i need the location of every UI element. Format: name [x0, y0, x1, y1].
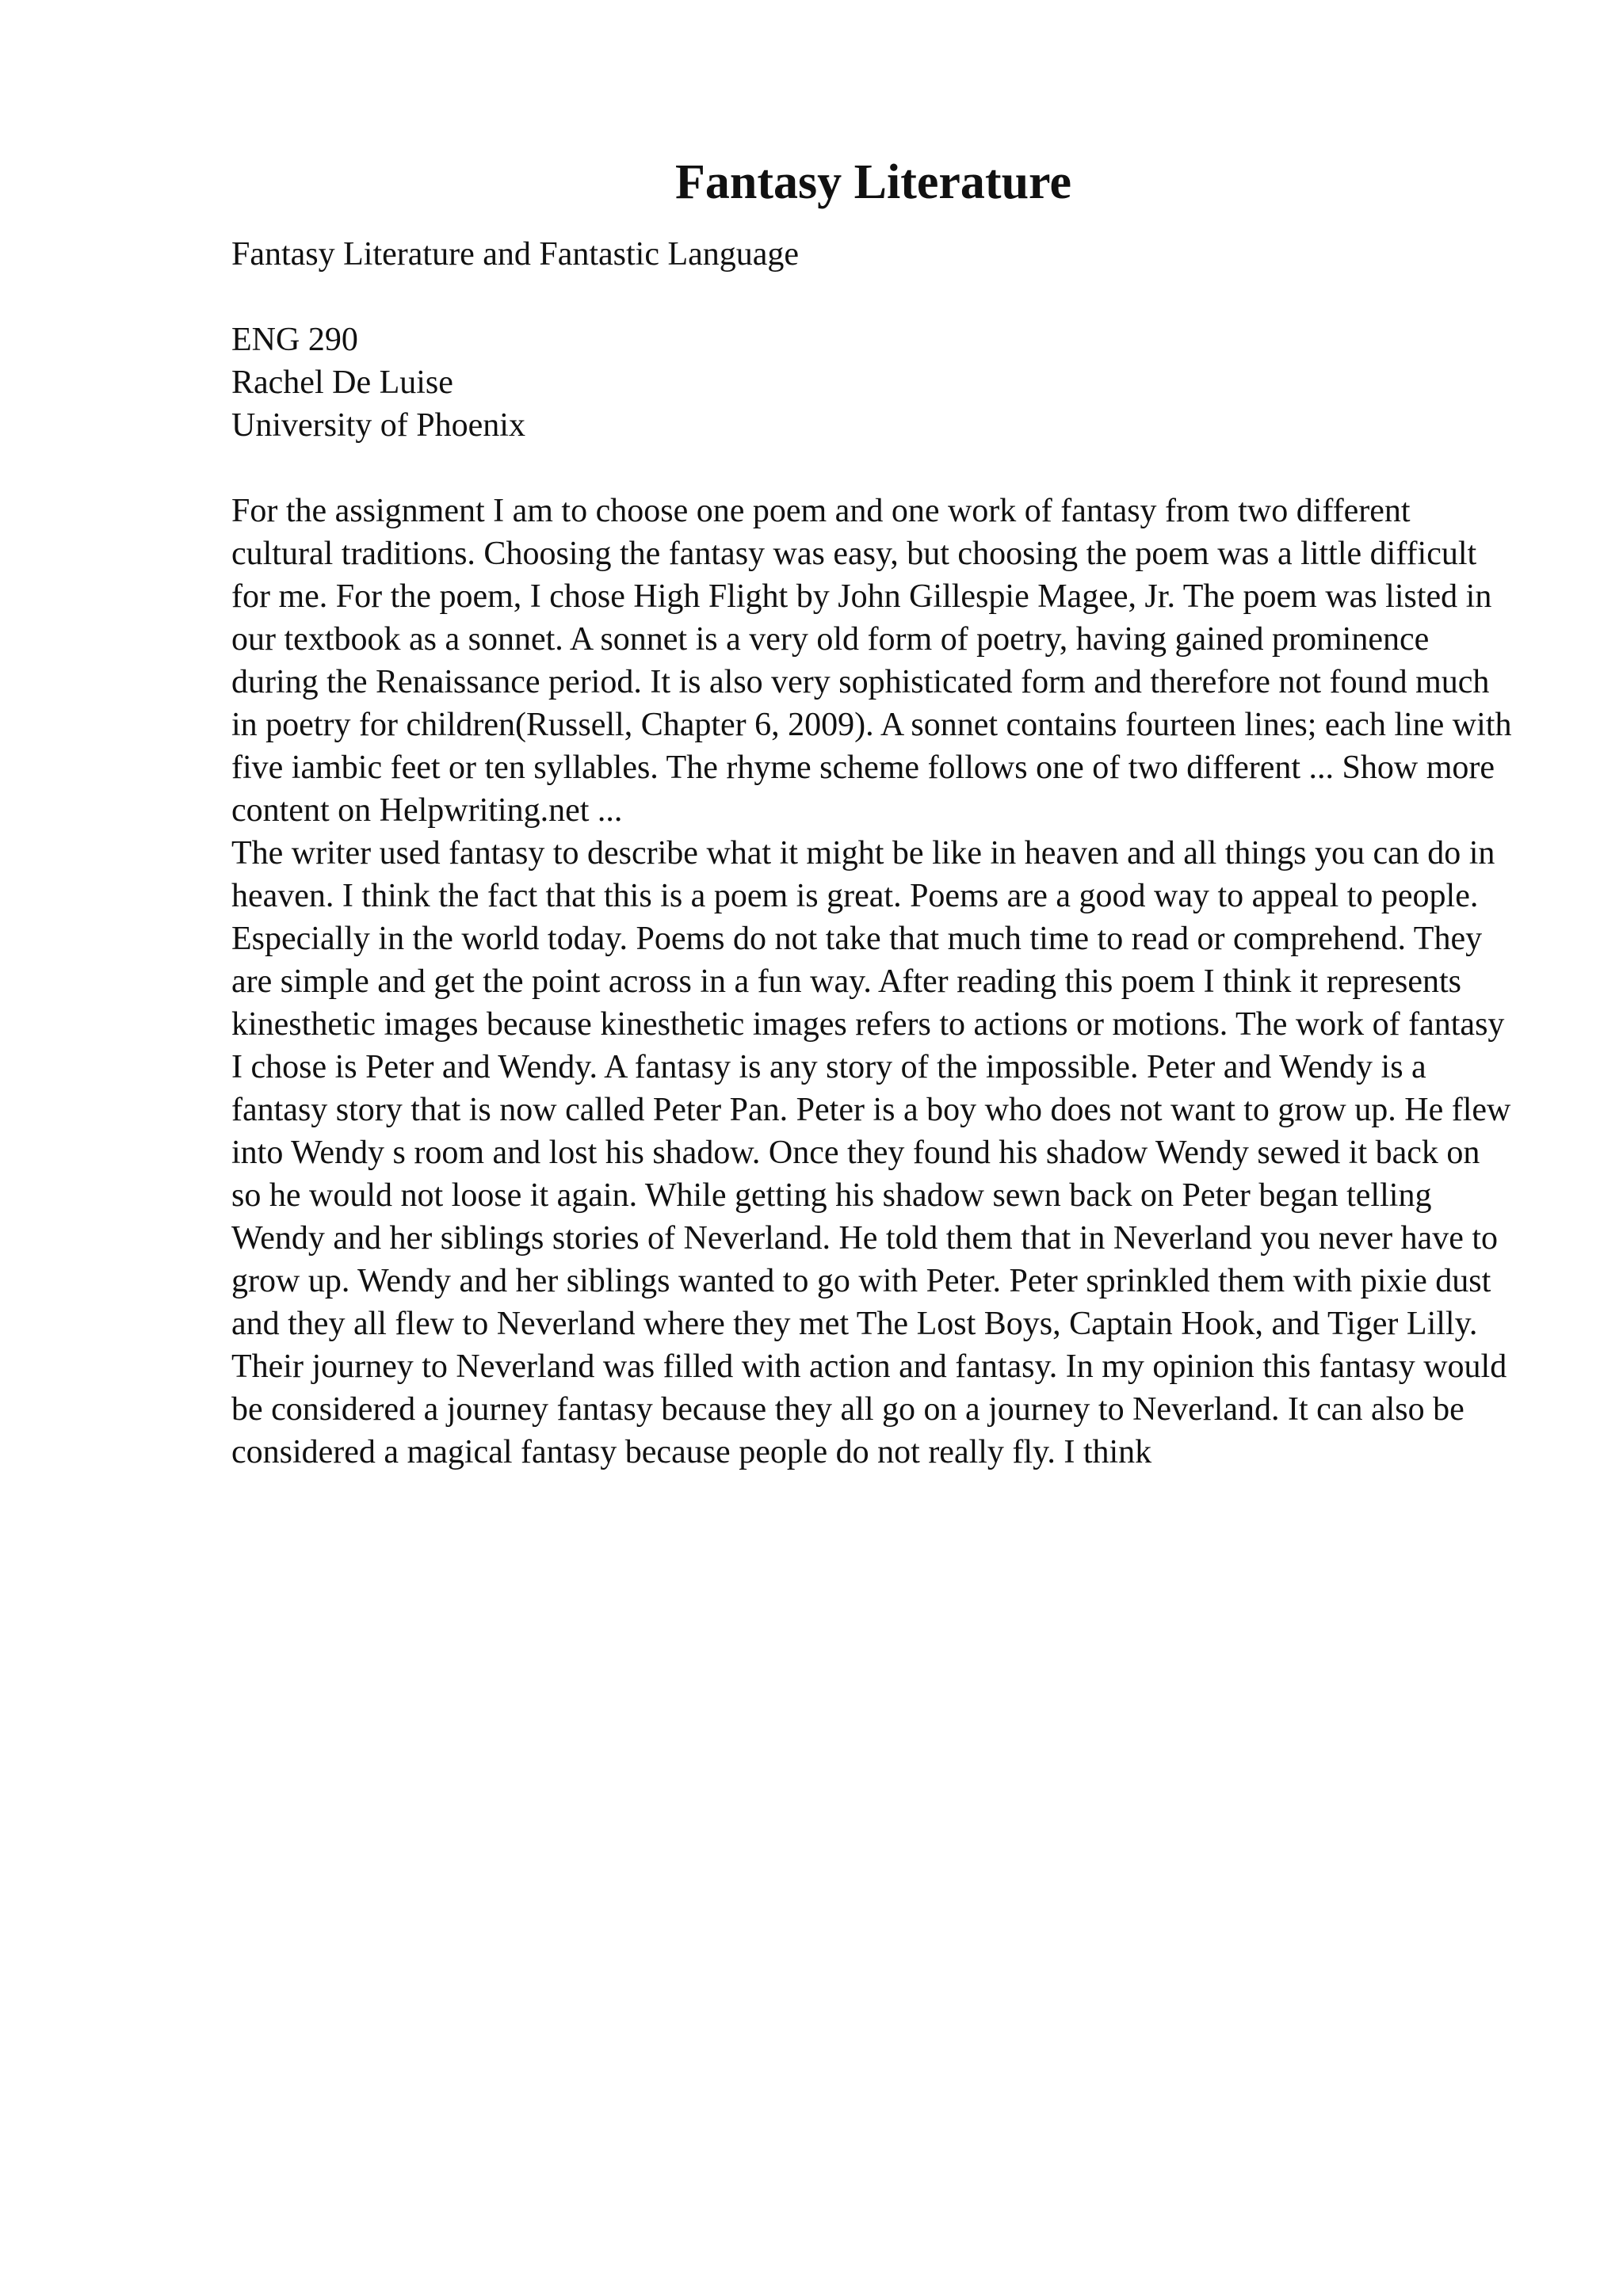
document-content — [231, 151, 1515, 1474]
paragraph-1: For the assignment I am to choose one poem and one work of fantasy from two different cultural traditions. Choosing the fantasy was easy, but choosing the poem was a little difficult for me. For the poem, I chose High Flight by John Gillespie Magee, Jr. The poem was listed in our textbook as a sonnet. A sonnet is a very old form of poetry, having gained prominence during the Renaissance period. It is also very sophisticated form and therefore not found much in poetry for children(Russell, Chapter 6, 2009). A sonnet contains fourteen lines; each line with five iambic feet or ten syllables. The rhyme scheme follows one of two different ... Show more content on Helpwriting.net ... — [231, 493, 1512, 829]
document-subtitle: Fantasy Literature and Fantastic Language — [231, 236, 800, 273]
paragraph-2: The writer used fantasy to describe what it might be like in heaven and all things you can do in heaven. I think the fact that this is a poem is great. Poems are a good way to appeal to people. Especially in the world today. Poems do not take that much time to read or comprehend. They are simple and get the point across in a fun way. After reading this poem I think it represents kinesthetic images because kinesthetic images refers to actions or motions. The work of fantasy I chose is Peter and Wendy. A fantasy is any story of the impossible. Peter and Wendy is a fantasy story that is now called Peter Pan. Peter is a boy who does not want to grow up. He flew into Wendy s room and lost his shadow. Once they found his shadow Wendy sewed it back on so he would not loose it again. While getting his shadow sewn back on Peter began telling Wendy and her siblings stories of Neverland. He told them that in Neverland you never have to grow up. Wendy and her siblings wanted to go with Peter. Peter sprinkled them with pixie dust and they all flew to Neverland where they met The Lost Boys, Captain Hook, and Tiger Lilly. Their journey to Neverland was filled with action and fantasy. In my opinion this fantasy would be considered a journey fantasy because they all go on a journey to Neverland. It can also be considered a magical fantasy because people do not really fly. I think — [231, 835, 1511, 1470]
document-title: Fantasy Literature — [675, 155, 1071, 209]
document-meta — [231, 318, 1515, 447]
author-name: Rachel De Luise — [231, 364, 453, 401]
course-code: ENG 290 — [231, 322, 358, 358]
institution-name: University of Phoenix — [231, 407, 525, 444]
